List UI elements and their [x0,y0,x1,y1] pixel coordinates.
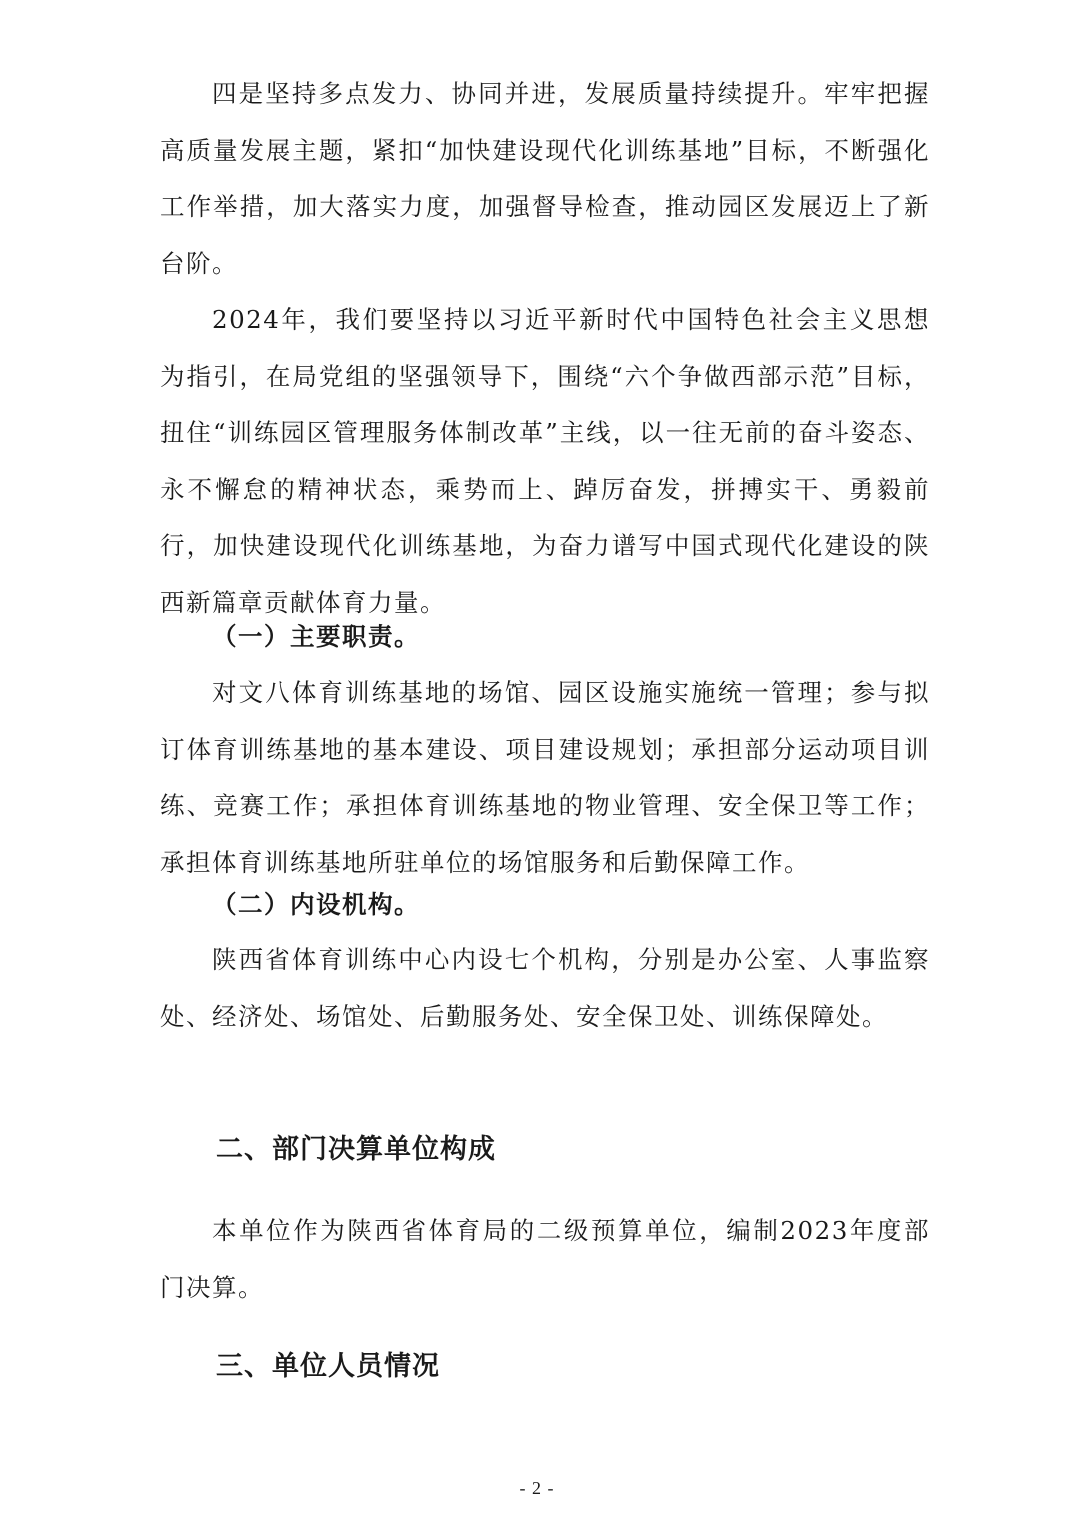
section-heading-unit-composition: 二、部门决算单位构成 [216,1134,496,1165]
paragraph-unit-composition: 本单位作为陕西省体育局的二级预算单位，编制2023年度部门决算。 [160,1216,930,1302]
section-heading-personnel: 三、单位人员情况 [216,1351,440,1382]
paragraph-main-duties: 对文八体育训练基地的场馆、园区设施实施统一管理；参与拟订体育训练基地的基本建设、项目建设规划；承担部分运动项目训练、竞赛工作；承担体育训练基地的物业管理、安全保卫等工作；承担体育训练基地所驻单位的场馆服务和后勤保障工作。 [160,678,930,877]
paragraph-development-quality: 四是坚持多点发力、协同并进，发展质量持续提升。牢牢把握高质量发展主题，紧扣“加快建设现代化训练基地”目标，不断强化工作举措，加大落实力度，加强督导检查，推动园区发展迈上了新台阶。 [160,79,930,278]
subheading-main-duties: （一）主要职责。 [212,622,420,651]
page-number: - 2 - [519,1478,555,1498]
paragraph-2024-plan: 2024年，我们要坚持以习近平新时代中国特色社会主义思想为指引，在局党组的坚强领导下，围绕“六个争做西部示范”目标，扭住“训练园区管理服务体制改革”主线，以一往无前的奋斗姿态、永不懈怠的精神状态，乘势而上、踔厉奋发，拼搏实干、勇毅前行，加快建设现代化训练基地，为奋力谱写中国式现代化建设的陕西新篇章贡献体育力量。 [160,305,930,617]
paragraph-internal-institutions: 陕西省体育训练中心内设七个机构，分别是办公室、人事监察处、经济处、场馆处、后勤服务处、安全保卫处、训练保障处。 [160,945,930,1031]
subheading-internal-institutions: （二）内设机构。 [212,890,420,919]
